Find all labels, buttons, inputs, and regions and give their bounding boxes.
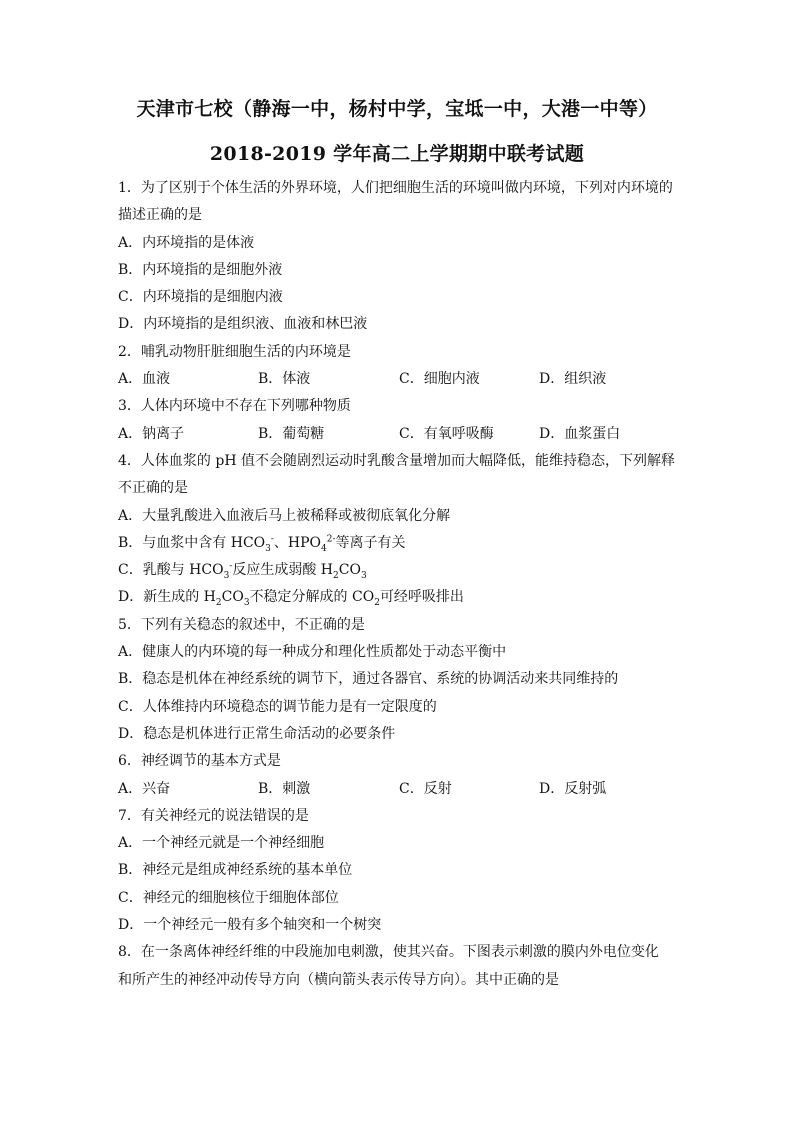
q3-option-c: C．有氧呼吸酶 xyxy=(399,425,494,442)
q4-stem-line2: 不正确的是 xyxy=(118,480,188,497)
q3-option-d: D．血浆蛋白 xyxy=(539,425,621,442)
q4-option-b xyxy=(118,530,683,557)
q7-option-c: C．神经元的细胞核位于细胞体部位 xyxy=(118,889,339,906)
q7-stem: 7．有关神经元的说法错误的是 xyxy=(118,807,309,824)
q3-option-b: B．葡萄糖 xyxy=(258,425,325,442)
q4-c-sub: 3 xyxy=(223,570,230,581)
q4-option-c xyxy=(118,557,683,584)
q4-d-sub: 2 xyxy=(374,598,380,609)
q5-option-a: A．健康人的内环境的每一种成分和理化性质都处于动态平衡中 xyxy=(118,644,507,661)
q2-stem: 2．哺乳动物肝脏细胞生活的内环境是 xyxy=(118,343,351,360)
q1-option-c: C．内环境指的是细胞内液 xyxy=(118,289,283,306)
q1-stem-line2: 描述正确的是 xyxy=(118,207,202,224)
q3-stem: 3．人体内环境中不存在下列哪种物质 xyxy=(118,398,351,415)
q4-c-text: C．乳酸与 HCO xyxy=(118,562,224,579)
q6-option-c: C．反射 xyxy=(399,780,452,797)
q5-option-c: C．人体维持内环境稳态的调节能力是有一定限度的 xyxy=(118,698,437,715)
q5-stem: 5．下列有关稳态的叙述中，不正确的是 xyxy=(118,616,365,633)
q6-options-row xyxy=(118,776,683,803)
q4-option-a: A．大量乳酸进入血液后马上被稀释或被彻底氧化分解 xyxy=(118,507,451,524)
q4-b-sub: 4 xyxy=(321,543,327,554)
q4-stem-line1: 4．人体血浆的 pH 值不会随剧烈运动时乳酸含量增加而大幅降低，能维持稳态，下列解释 xyxy=(118,452,675,469)
q4-d-text: D．新生成的 H xyxy=(118,589,216,606)
q8-stem-line1: 8．在一条离体神经纤维的中段施加电刺激，使其兴奋。下图表示刺激的膜内外电位变化 xyxy=(118,944,659,961)
q4-c-sub: 3 xyxy=(360,570,367,581)
q4-b-text: B．与血浆中含有 HCO xyxy=(118,534,266,551)
q5-option-d: D．稳态是机体进行正常生命活动的必要条件 xyxy=(118,725,396,742)
q3-option-a: A．钠离子 xyxy=(118,425,185,442)
q2-option-c: C．细胞内液 xyxy=(399,371,480,388)
q4-b-sup: 2- xyxy=(326,534,336,545)
q8-stem-line2: 和所产生的神经冲动传导方向（横向箭头表示传导方向）。其中正确的是 xyxy=(118,971,559,988)
q3-options-row xyxy=(118,421,683,448)
q4-d-text: CO xyxy=(221,589,244,606)
q1-option-b: B．内环境指的是细胞外液 xyxy=(118,261,283,278)
q6-option-a: A．兴奋 xyxy=(118,780,171,797)
q4-b-sub: 3 xyxy=(265,543,271,554)
q1-stem-line1: 1．为了区别于个体生活的外界环境，人们把细胞生活的环境叫做内环境，下列对内环境的 xyxy=(118,180,673,196)
q7-option-b: B．神经元是组成神经系统的基本单位 xyxy=(118,862,353,879)
q7-option-a: A．一个神经元就是一个神经细胞 xyxy=(118,835,325,852)
q4-c-text: CO xyxy=(338,562,361,579)
q6-option-b: B．刺激 xyxy=(258,780,311,797)
q5-option-b: B．稳态是机体在神经系统的调节下，通过各器官、系统的协调活动来共同维持的 xyxy=(118,671,619,688)
q6-stem: 6．神经调节的基本方式是 xyxy=(118,753,281,770)
q4-option-d xyxy=(118,584,683,611)
q2-option-a: A．血液 xyxy=(118,371,171,388)
q4-d-sub: 2 xyxy=(215,598,222,609)
exam-title-line1: 天津市七校（静海一中，杨村中学，宝坻一中，大港一中等） xyxy=(136,98,658,120)
exam-title-line2: 2018-2019 学年高二上学期期中联考试题 xyxy=(209,143,585,165)
question-list xyxy=(118,175,683,994)
q1-option-a: A．内环境指的是体液 xyxy=(118,234,255,251)
q4-d-text: 不稳定分解成的 CO xyxy=(249,589,375,606)
q1-option-d: D．内环境指的是组织液、血液和林巴液 xyxy=(118,316,368,333)
q4-c-sup: - xyxy=(229,561,233,572)
q4-d-text: 可经呼吸排出 xyxy=(379,589,464,606)
q2-option-d: D．组织液 xyxy=(539,371,607,388)
q4-c-text: 反应生成弱酸 H xyxy=(232,562,334,579)
q4-b-text: 等离子有关 xyxy=(335,534,406,551)
q6-option-d: D．反射弧 xyxy=(539,780,607,797)
q4-c-sub: 2 xyxy=(333,570,339,581)
q4-b-text: 、HPO xyxy=(273,534,322,551)
q4-d-sub: 3 xyxy=(243,598,250,609)
q4-b-sup: - xyxy=(270,534,274,545)
q2-option-b: B．体液 xyxy=(258,371,311,388)
q7-option-d: D．一个神经元一般有多个轴突和一个树突 xyxy=(118,917,382,934)
q2-options-row xyxy=(118,366,683,393)
